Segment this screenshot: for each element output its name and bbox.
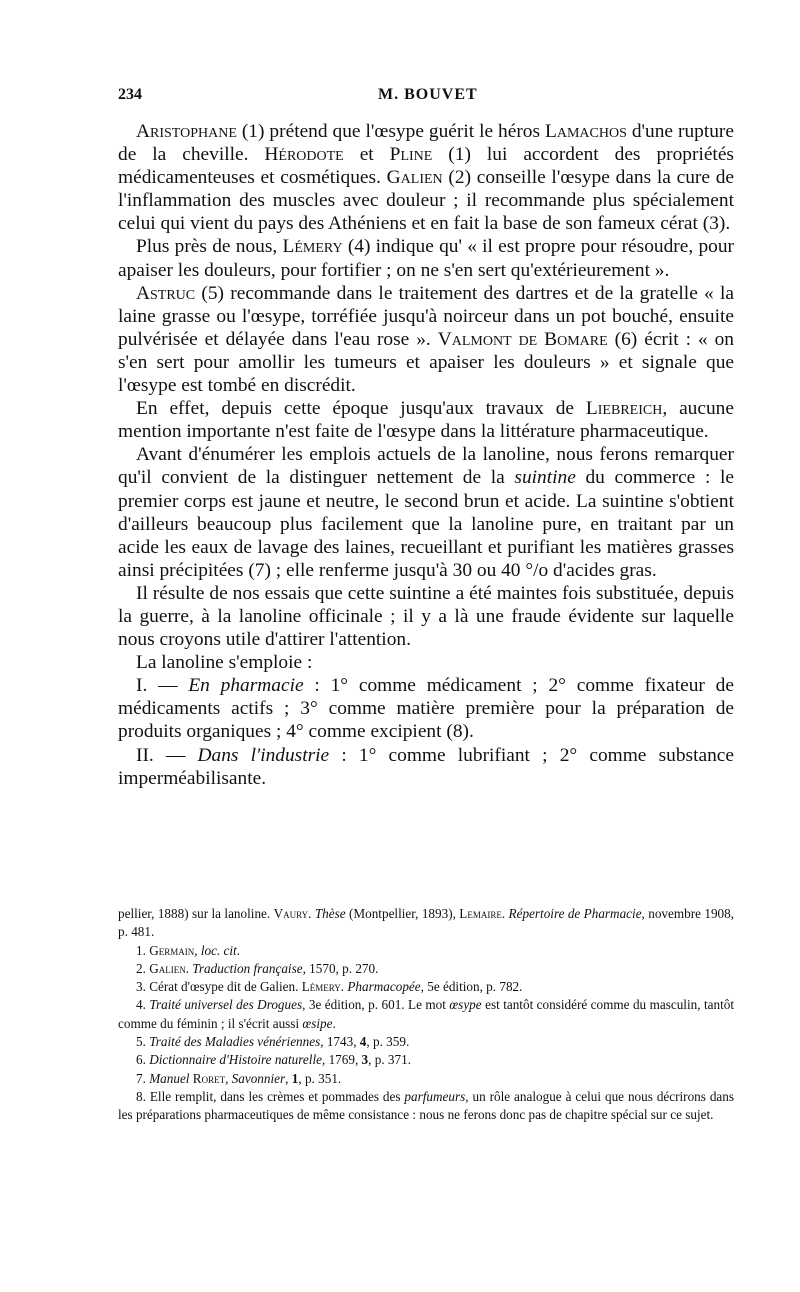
emphasis: Dans l'industrie xyxy=(197,744,330,766)
emphasis: suintine xyxy=(514,467,576,489)
footnote-ref: (2) xyxy=(448,167,472,189)
running-title: M. BOUVET xyxy=(378,86,478,103)
author-name: Aristophane xyxy=(136,121,237,142)
footnote-ref: (8) xyxy=(446,721,469,743)
footnote-ref: (6) xyxy=(614,328,638,350)
paragraph-6: Il résulte de nos essais que cette suintine a été maintes fois substituée, depuis la guerre, à la lanoline officinale ; il y a là une fraude évidente sur laquelle nous croyons utile d'attirer l'attention. xyxy=(118,582,734,651)
footnote-5: 5. Traité des Maladies vénériennes, 1743, 4, p. 359. xyxy=(136,1034,410,1050)
paragraph-8: I. — En pharmacie : 1° comme médicament ; 2° comme fixateur de médicaments actifs ; 3° comme matière première pour la préparation de produits organiques ; 4° comme excipient (8). xyxy=(118,675,734,743)
footnote-ref: (3) xyxy=(702,213,726,235)
footnote-2: 2. Galien. Traduction française, 1570, p. 270. xyxy=(136,960,379,976)
footnote-4: 4. Traité universel des Drogues, 3e édition, p. 601. Le mot œsype est tantôt considéré comme du masculin, tantôt comme du féminin ; il s'écrit aussi œsipe. xyxy=(118,997,734,1031)
author-name: Lemaire xyxy=(459,906,502,921)
author-name: Galien xyxy=(386,167,443,189)
footnote-ref: (5) xyxy=(201,282,225,304)
footnotes xyxy=(118,905,734,1125)
page-number: 234 xyxy=(118,86,142,103)
author-name: Astruc xyxy=(136,282,196,304)
footnote-ref: (1) xyxy=(448,144,471,166)
person-name: Lamachos xyxy=(545,121,627,142)
author-name: Hérodote xyxy=(264,144,344,166)
author-name: Vaury xyxy=(273,906,309,921)
footnote-8: 8. Elle remplit, dans les crèmes et pommades des parfumeurs, un rôle analogue à celui que nous décrirons dans les préparations pharmaceutiques de même consistance : nous ne ferons donc pas de chapitre spécial sur ce sujet. xyxy=(118,1088,735,1123)
emphasis: En pharmacie xyxy=(188,675,304,697)
paragraph-3: Astruc (5) recommande dans le traitement des dartres et de la gratelle « la laine grasse ou l'œsype, torréfiée jusqu'à noirceur dans un pot bouché, ensuite pulvérisée et délayée dans l'eau rose ». Valmont de Bomare (6) écrit : « on s'en sert pour amollir les tumeurs et apaiser les douleurs » et signale que l'œsype est tombé en discrédit. xyxy=(118,282,734,397)
paragraph-4: En effet, depuis cette époque jusqu'aux travaux de Liebreich, aucune mention importante n'est faite de l'œsype dans la littérature pharmaceutique. xyxy=(118,398,734,443)
author-name: Valmont de Bomare xyxy=(437,328,608,350)
footnote-ref: (7) xyxy=(248,559,271,581)
footnote-3: 3. Cérat d'œsype dit de Galien. Lémery. Pharmacopée, 5e édition, p. 782. xyxy=(136,979,523,995)
footnote-continuation: pellier, 1888) sur la lanoline. Vaury. Thèse (Montpellier, 1893), Lemaire. Répertoire de Pharmacie, novembre 1908, p. 481. xyxy=(118,906,735,940)
author-name: Pline xyxy=(389,144,433,166)
author-name: Liebreich xyxy=(585,398,663,420)
paragraph-5: Avant d'énumérer les emplois actuels de la lanoline, nous ferons remarquer qu'il convient de la distinguer nettement de la suintine du commerce : le premier corps est jaune et neutre, le second brun et acide. La suintine s'obtient d'ailleurs beaucoup plus facilement que la lanoline pure, en traitant par un acide les eaux de lavage des laines, recueillant et purifiant les matières grasses ainsi précipitées (7) ; elle renferme jusqu'à 30 ou 40 °/o d'acides gras. xyxy=(118,444,735,581)
paragraph-2: Plus près de nous, Lémery (4) indique qu' « il est propre pour résoudre, pour apaiser les douleurs, pour fortifier ; on ne s'en sert qu'extérieurement ». xyxy=(118,236,734,281)
paragraph-1: Aristophane (1) prétend que l'œsype guérit le héros Lamachos d'une rupture de la cheville. Hérodote et Pline (1) lui accordent des propriétés médicamenteuses et cosmétiques. Galien (2) conseille l'œsype dans la cure de l'inflammation des muscles avec douleur ; il recommande plus spécialement celui qui vient du pays des Athéniens et en fait la base de son fameux cérat (3). xyxy=(118,121,735,235)
footnote-ref: (4) xyxy=(347,236,371,258)
body-text xyxy=(118,120,734,790)
footnote-6: 6. Dictionnaire d'Histoire naturelle, 1769, 3, p. 371. xyxy=(136,1052,411,1068)
paragraph-9: II. — Dans l'industrie : 1° comme lubrifiant ; 2° comme substance imperméabilisante. xyxy=(118,744,734,789)
paragraph-7: La lanoline s'emploie : xyxy=(136,652,313,674)
footnote-1: 1. Germain, loc. cit. xyxy=(136,942,240,958)
footnote-ref: (1) xyxy=(241,121,265,142)
author-name: Lémery xyxy=(282,236,343,258)
footnote-7: 7. Manuel Roret, Savonnier, 1, p. 351. xyxy=(136,1070,342,1086)
